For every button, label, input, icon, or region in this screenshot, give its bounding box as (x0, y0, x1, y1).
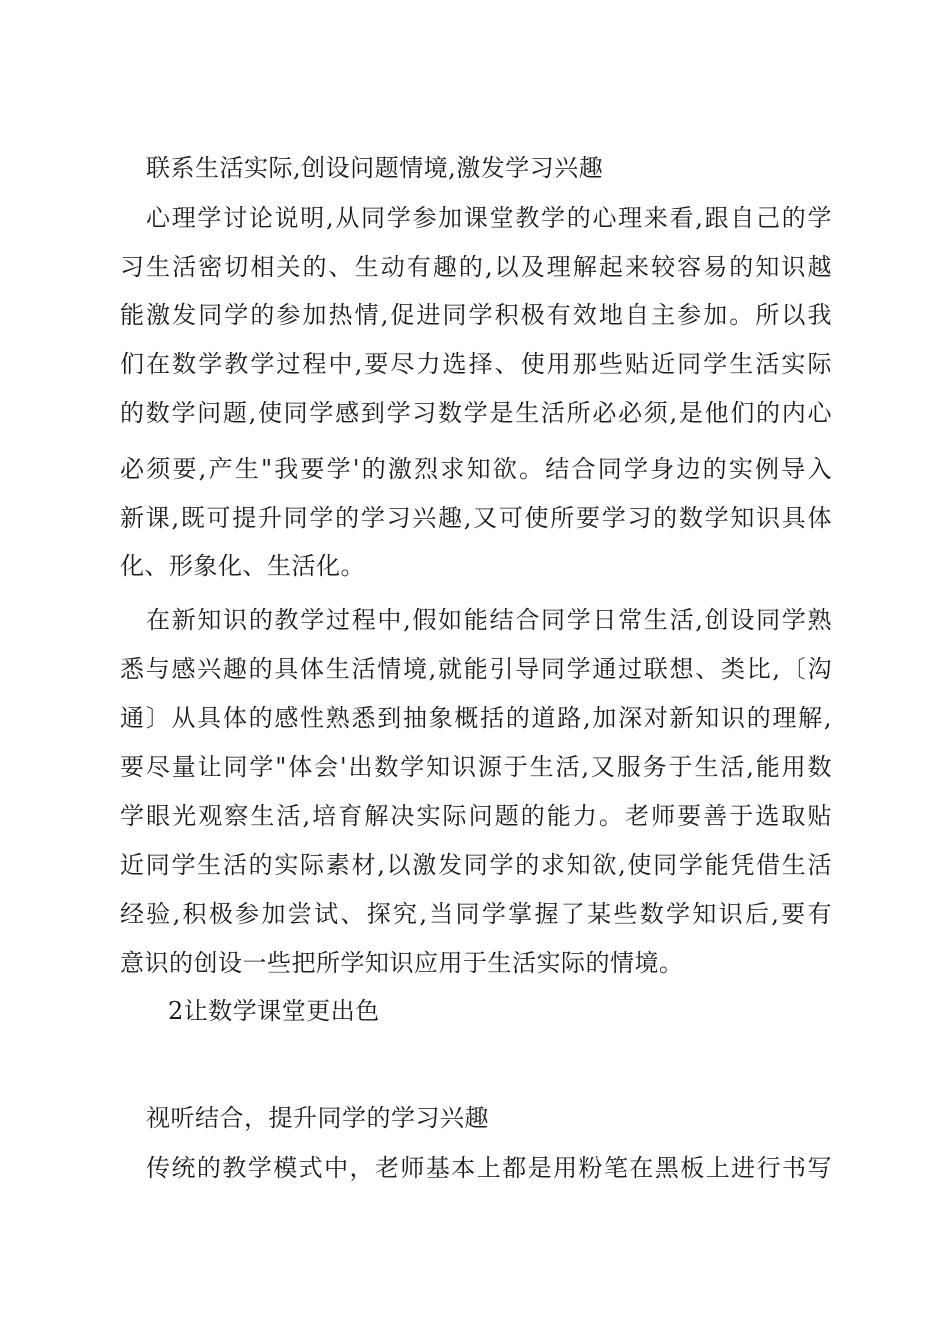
paragraph-line: 经验,积极参加尝试、探究,当同学掌握了某些数学知识后,要有 (120, 900, 832, 928)
paragraph-line: 通〕从具体的感性熟悉到抽象概括的道路,加深对新知识的理解, (120, 704, 832, 732)
paragraph-line: 传统的教学模式中，老师基本上都是用粉笔在黑板上进行书写 (146, 1154, 832, 1182)
section-heading: 视听结合，提升同学的学习兴趣 (146, 1104, 489, 1132)
paragraph-line: 学眼光观察生活,培育解决实际问题的能力。老师要善于选取贴 (120, 802, 832, 830)
paragraph-line: 意识的创设一些把所学知识应用于生活实际的情境。 (120, 949, 684, 977)
paragraph-line: 必须要,产生"我要学'的激烈求知欲。结合同学身边的实例导入 (120, 455, 832, 483)
paragraph-line: 新课,既可提升同学的学习兴趣,又可使所要学习的数学知识具体 (120, 504, 832, 532)
paragraph-line: 要尽量让同学"体会'出数学知识源于生活,又服务于生活,能用数 (120, 753, 832, 781)
paragraph-line: 近同学生活的实际素材,以激发同学的求知欲,使同学能凭借生活 (120, 851, 832, 879)
paragraph-line: 能激发同学的参加热情,促进同学积极有效地自主参加。所以我 (120, 301, 832, 329)
paragraph-line: 习生活密切相关的、生动有趣的,以及理解起来较容易的知识越 (120, 253, 832, 281)
paragraph-line: 们在数学教学过程中,要尽力选择、使用那些贴近同学生活实际 (120, 350, 832, 378)
section-heading: 2让数学课堂更出色 (168, 997, 380, 1025)
paragraph-line: 悉与感兴趣的具体生活情境,就能引导同学通过联想、类比,〔沟 (120, 655, 832, 683)
section-heading: 联系生活实际,创设问题情境,激发学习兴趣 (146, 154, 604, 182)
paragraph-line: 心理学讨论说明,从同学参加课堂教学的心理来看,跟自己的学 (146, 204, 832, 232)
paragraph-line: 化、形象化、生活化。 (120, 552, 365, 580)
paragraph-line: 在新知识的教学过程中,假如能结合同学日常生活,创设同学熟 (146, 606, 832, 634)
paragraph-line: 的数学问题,使同学感到学习数学是生活所必必须,是他们的内心 (120, 399, 832, 427)
